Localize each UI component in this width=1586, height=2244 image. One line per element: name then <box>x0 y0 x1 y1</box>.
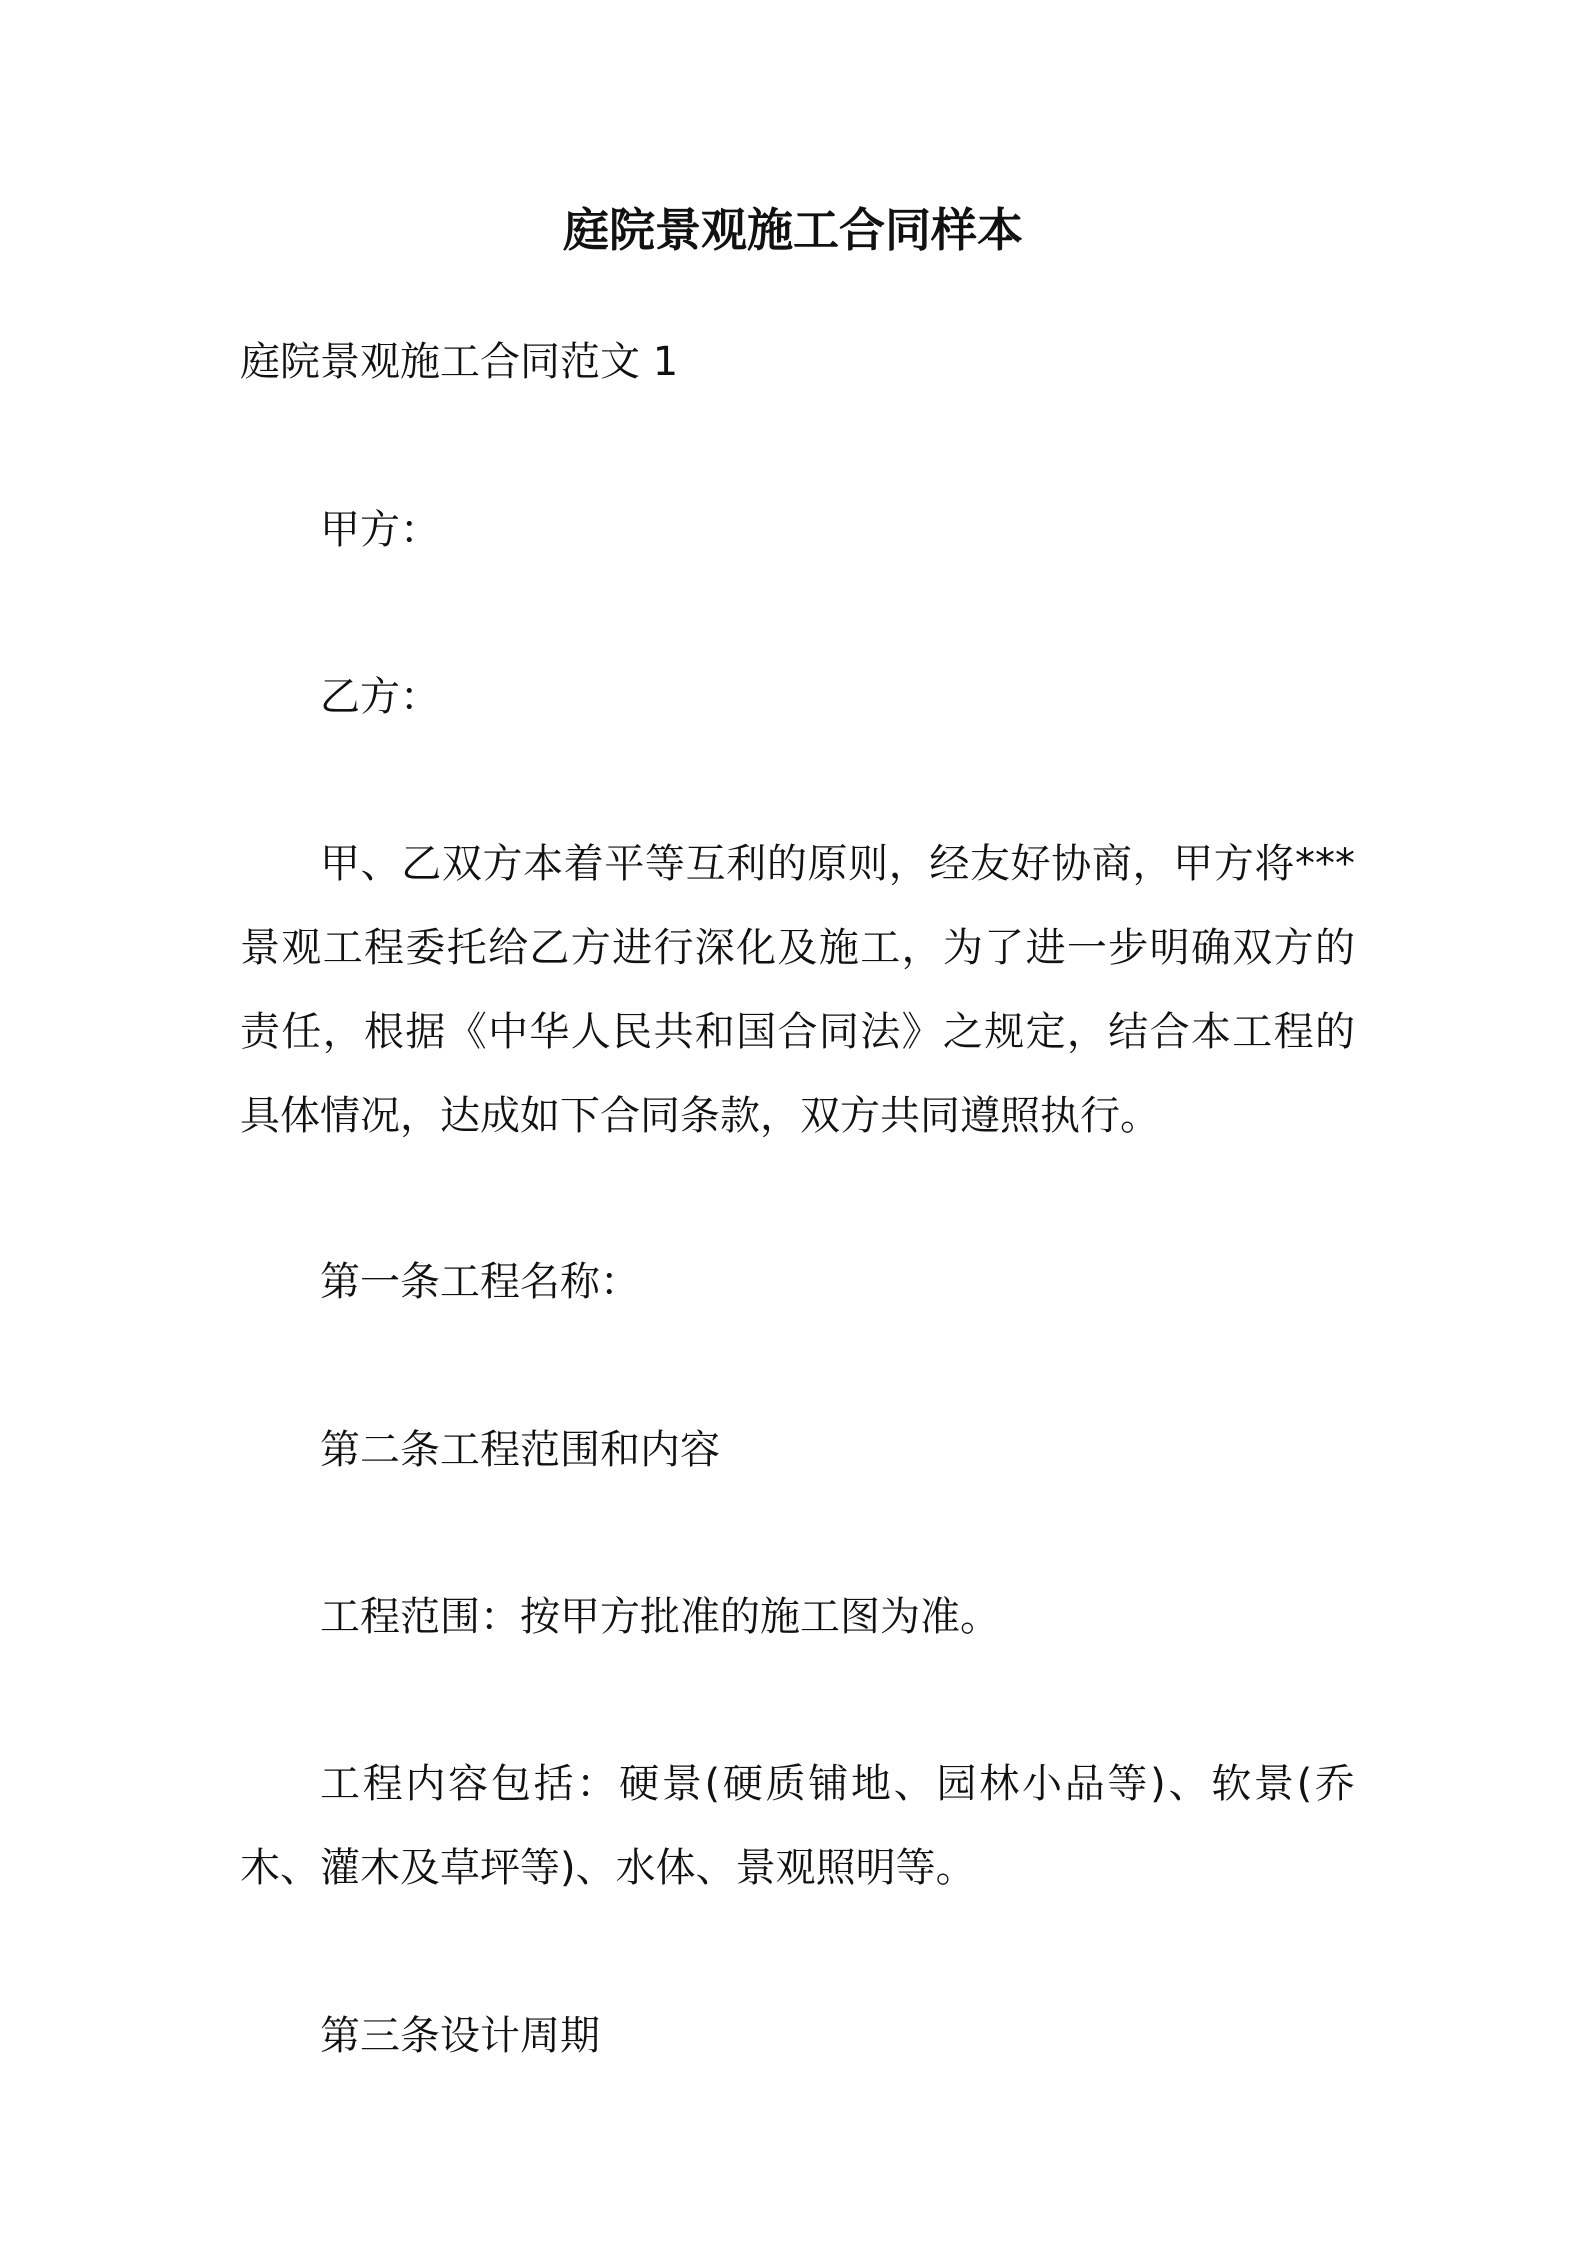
document-title: 庭院景观施工合同样本 <box>563 203 1023 257</box>
article-3-heading: 第三条设计周期 <box>320 2013 600 2059</box>
scope-paragraph: 工程范围：按甲方批准的施工图为准。 <box>320 1594 1000 1640</box>
article-1-heading: 第一条工程名称： <box>320 1259 640 1305</box>
article-2-heading: 第二条工程范围和内容 <box>320 1427 720 1473</box>
document-subtitle: 庭院景观施工合同范文 1 <box>240 339 679 385</box>
party-a-label: 甲方： <box>320 507 440 553</box>
party-b-label: 乙方： <box>320 674 440 720</box>
intro-paragraph: 甲、乙双方本着平等互利的原则，经友好协商，甲方将***景观工程委托给乙方进行深化及施工，为了进一步明确双方的责任，根据《中华人民共和国合同法》之规定，结合本工程的具体情况，达成如下合同条款，双方共同遵照执行。 <box>240 841 1355 1139</box>
content-paragraph: 工程内容包括：硬景(硬质铺地、园林小品等)、软景(乔木、灌木及草坪等)、水体、景观照明等。 <box>240 1761 1355 1891</box>
